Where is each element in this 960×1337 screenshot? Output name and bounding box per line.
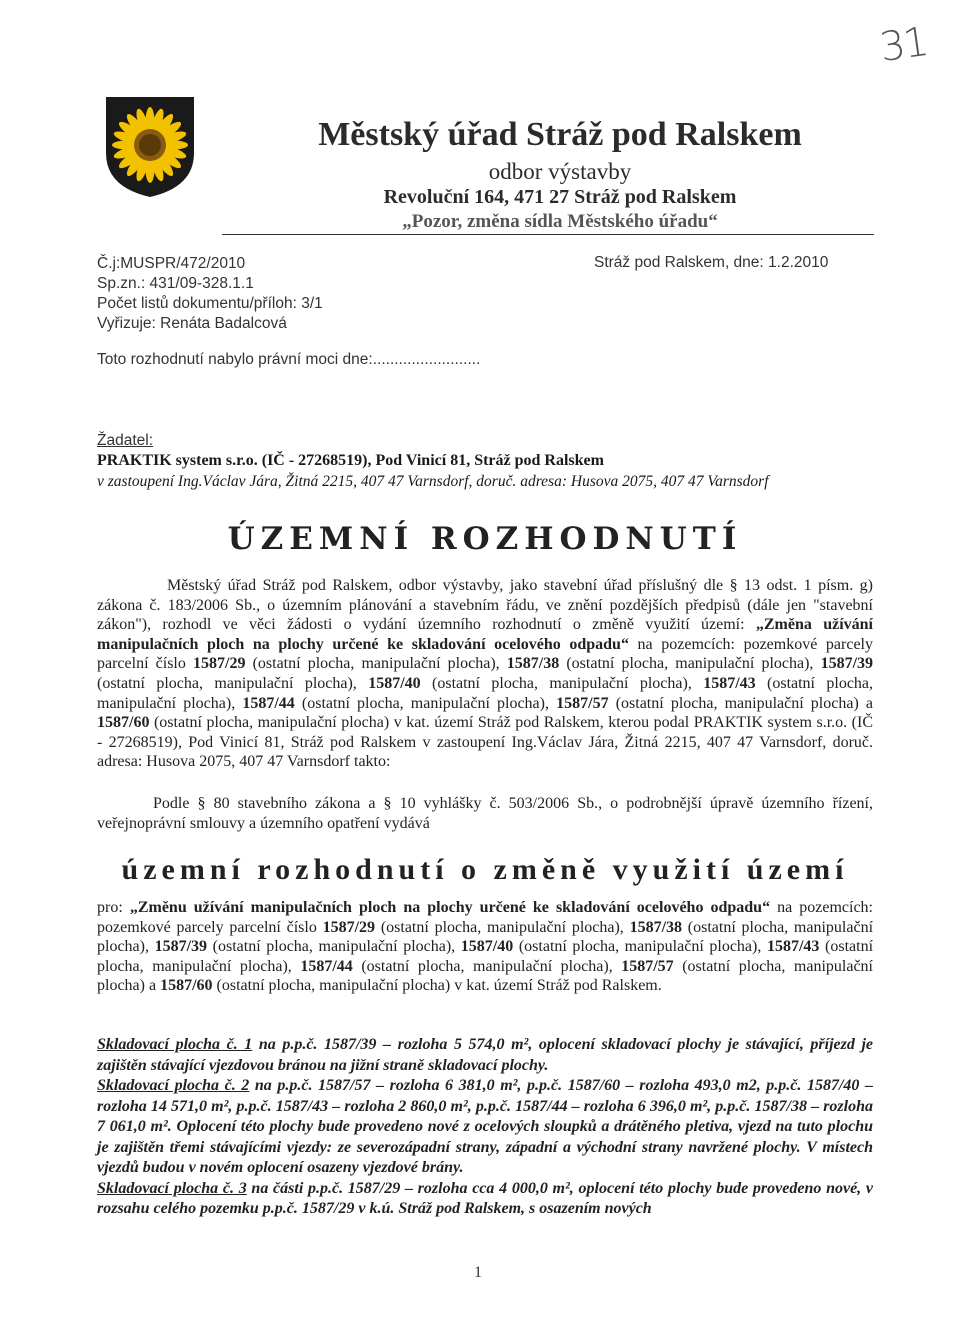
- page-count: Počet listů dokumentu/příloh: 3/1: [97, 295, 323, 312]
- relocation-notice: „Pozor, změna sídla Městského úřadu“: [402, 211, 718, 232]
- page-number: 1: [474, 1264, 482, 1281]
- storage-area-3-label: Skladovací plocha č. 3: [97, 1179, 247, 1197]
- header-divider: [222, 234, 874, 235]
- storage-area-3-text: na části p.p.č. 1587/29 – rozloha cca 4 000,0 m², oplocení této plochy bude provedeno nové, v rozsahu celého pozemku p.p.č. 1587/29 v k.ú. Stráž pod Ralskem, s osazením nových: [97, 1179, 873, 1217]
- storage-area-2-text: na p.p.č. 1587/57 – rozloha 6 381,0 m², p.p.č. 1587/60 – rozloha 493,0 m2, p.p.č. 1587/40 – rozloha 14 571,0 m², p.p.č. 1587/43 – rozloha 2 860,0 m², p.p.č. 1587/44 – rozloha 6 396,0 m², p.p.č. 1587/38 – rozloha 7 061,0 m². Oplocení této plochy bude provedeno nové z ocelových sloupků a drátěného pletiva, vjezd na tuto plochu je zajištěn třemi stávajícími vjezdy: ze severozápadní strany, západní a východní strany navržené plochy. V místech vjezdů budou v novém oplocení osazeny vjezdové brány.: [97, 1077, 873, 1176]
- intro-paragraph: Městský úřad Stráž pod Ralskem, odbor výstavby, jako stavební úřad příslušný dle § 13 odst. 1 písm. g) zákona č. 183/2006 Sb., o územním plánování a stavebním řádu, ve znění pozdějších předpisů (dále jen "stavební zákon"), rozhodl ve věci žádosti o vydání územního rozhodnutí o změně využití území: „Změna užívání manipulačních ploch na plochy určené ke skladování ocelového odpadu“ na pozemcích: pozemkové parcely parcelní číslo 1587/29 (ostatní plocha, manipulační plocha), 1587/38 (ostatní plocha, manipulační plocha), 1587/39 (ostatní plocha, manipulační plocha), 1587/40 (ostatní plocha, manipulační plocha), 1587/43 (ostatní plocha, manipulační plocha), 1587/44 (ostatní plocha, manipulační plocha), 1587/57 (ostatní plocha, manipulační plocha) a 1587/60 (ostatní plocha, manipulační plocha) v kat. území Stráž pod Ralskem, kterou podal PRAKTIK system s.r.o. (IČ - 27268519), Pod Vinicí 81, Stráž pod Ralskem v zastoupení Ing.Václav Jára, Žitná 2215, 407 47 Varnsdorf, doruč. adresa: Husova 2075, 407 47 Varnsdorf takto:: [97, 577, 874, 771]
- handled-by: Vyřizuje: Renáta Badalcová: [97, 315, 287, 332]
- handwritten-page-number: 31: [877, 18, 930, 72]
- decision-title: ÚZEMNÍ ROZHODNUTÍ: [227, 521, 743, 557]
- storage-area-2-label: Skladovací plocha č. 2: [97, 1077, 250, 1094]
- applicant-heading: Žadatel:: [97, 432, 154, 449]
- basis-paragraph: Podle § 80 stavebního zákona a § 10 vyhlášky č. 503/2006 Sb., o podrobnější úpravě územního řízení, veřejnoprávní smlouvy a územního opatření vydává: [97, 795, 873, 832]
- office-address: Revoluční 164, 471 27 Stráž pod Ralskem: [383, 186, 737, 208]
- sunflower-crest-logo: [104, 95, 196, 199]
- decision-subtitle: územní rozhodnutí o změně využití území: [121, 853, 849, 886]
- legal-effect-line: Toto rozhodnutí nabylo právní moci dne:.........................: [97, 351, 481, 368]
- storage-areas: [97, 1035, 873, 1220]
- issue-date: Stráž pod Ralskem, dne: 1.2.2010: [594, 254, 829, 271]
- storage-area-1-text: na p.p.č. 1587/39 – rozloha 5 574,0 m², oplocení skladovací plochy je stávající, příjezd je zajištěn stávající vjezdovou bránou na jižní straně skladovací plochy.: [97, 1036, 873, 1074]
- applicant-name: PRAKTIK system s.r.o. (IČ - 27268519), Pod Vinicí 81, Stráž pod Ralskem: [97, 452, 604, 469]
- office-title: Městský úřad Stráž pod Ralskem: [318, 116, 802, 153]
- applicant-representative: v zastoupení Ing.Václav Jára, Žitná 2215, 407 47 Varnsdorf, doruč. adresa: Husova 2075, 407 47 Varnsdorf: [97, 473, 769, 490]
- decision-paragraph: pro: „Změnu užívání manipulačních ploch na plochy určené ke skladování ocelového odpadu“ na pozemcích: pozemkové parcely parcelní číslo 1587/29 (ostatní plocha, manipulační plocha), 1587/38 (ostatní plocha, manipulační plocha), 1587/39 (ostatní plocha, manipulační plocha), 1587/40 (ostatní plocha, manipulační plocha), 1587/43 (ostatní plocha, manipulační plocha), 1587/44 (ostatní plocha, manipulační plocha), 1587/57 (ostatní plocha, manipulační plocha) a 1587/60 (ostatní plocha, manipulační plocha) v kat. území Stráž pod Ralskem.: [97, 899, 874, 995]
- storage-area-1-label: Skladovací plocha č. 1: [97, 1036, 253, 1053]
- reference-number: Č.j:MUSPR/472/2010: [97, 255, 246, 272]
- file-number: Sp.zn.: 431/09-328.1.1: [97, 275, 254, 292]
- department-subtitle: odbor výstavby: [488, 159, 632, 184]
- reference-block: [97, 254, 323, 334]
